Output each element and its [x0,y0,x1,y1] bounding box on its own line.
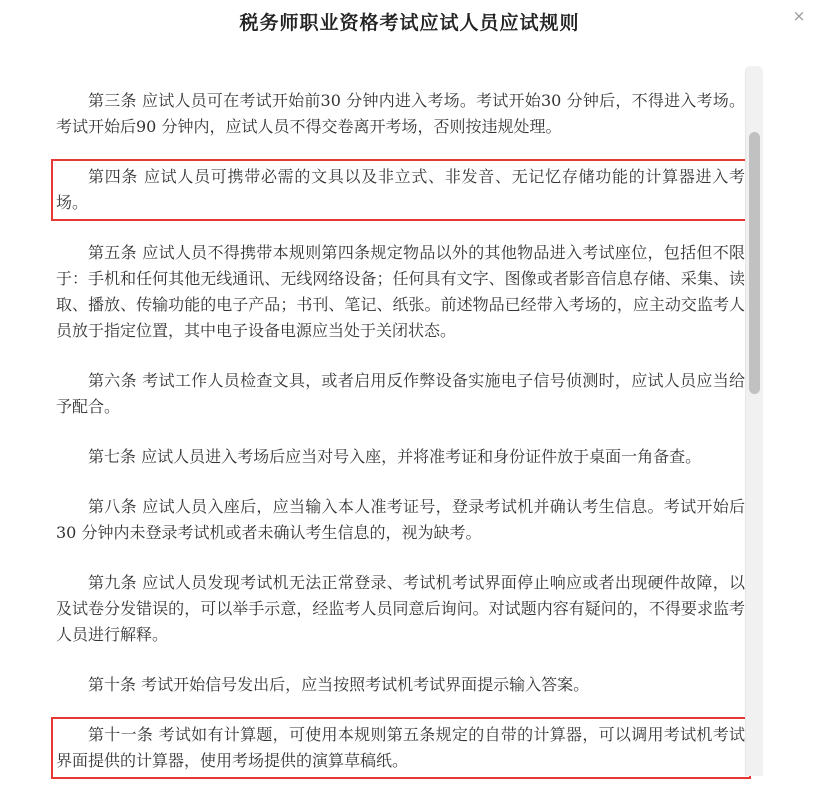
article-6: 第六条 考试工作人员检查文具，或者启用反作弊设备实施电子信号侦测时，应试人员应当给予配合。 [56,371,745,416]
scrollbar-thumb[interactable] [749,132,760,394]
dialog-title: 税务师职业资格考试应试人员应试规则 [239,12,580,34]
article-7: 第七条 应试人员进入考场后应当对号入座，并将准考证和身份证件放于桌面一角备查。 [88,447,702,466]
article-9: 第九条 应试人员发现考试机无法正常登录、考试机考试界面停止响应或者出现硬件故障，以及试卷分发错误的，可以举手示意，经监考人员同意后询问。对试题内容有疑问的，不得要求监考人员进行解释。 [56,573,745,644]
article-10: 第十条 考试开始信号发出后，应当按照考试机考试界面提示输入答案。 [88,675,590,694]
article-8: 第八条 应试人员入座后，应当输入本人准考证号，登录考试机并确认考生信息。考试开始后30 分钟内未登录考试机或者未确认考生信息的，视为缺考。 [56,497,745,542]
article-5: 第五条 应试人员不得携带本规则第四条规定物品以外的其他物品进入考试座位，包括但不限于：手机和任何其他无线通讯、无线网络设备；任何具有文字、图像或者影音信息存储、采集、读取、播放、传输功能的电子产品；书刊、笔记、纸张。前述物品已经带入考场的，应主动交监考人员放于指定位置，其中电子设备电源应当处于关闭状态。 [56,243,745,340]
article-3: 第三条 应试人员可在考试开始前30 分钟内进入考场。考试开始30 分钟后，不得进入考场。考试开始后90 分钟内，应试人员不得交卷离开考场，否则按违规处理。 [56,91,745,136]
article-4-highlighted: 第四条 应试人员可携带必需的文具以及非立式、非发音、无记忆存储功能的计算器进入考场。 [56,164,745,216]
vertical-scrollbar[interactable] [745,66,763,776]
rules-content [56,88,745,798]
close-icon[interactable]: × [792,7,806,25]
article-11-highlighted: 第十一条 考试如有计算题，可使用本规则第五条规定的自带的计算器，可以调用考试机考试界面提供的计算器，使用考场提供的演算草稿纸。 [56,722,745,774]
